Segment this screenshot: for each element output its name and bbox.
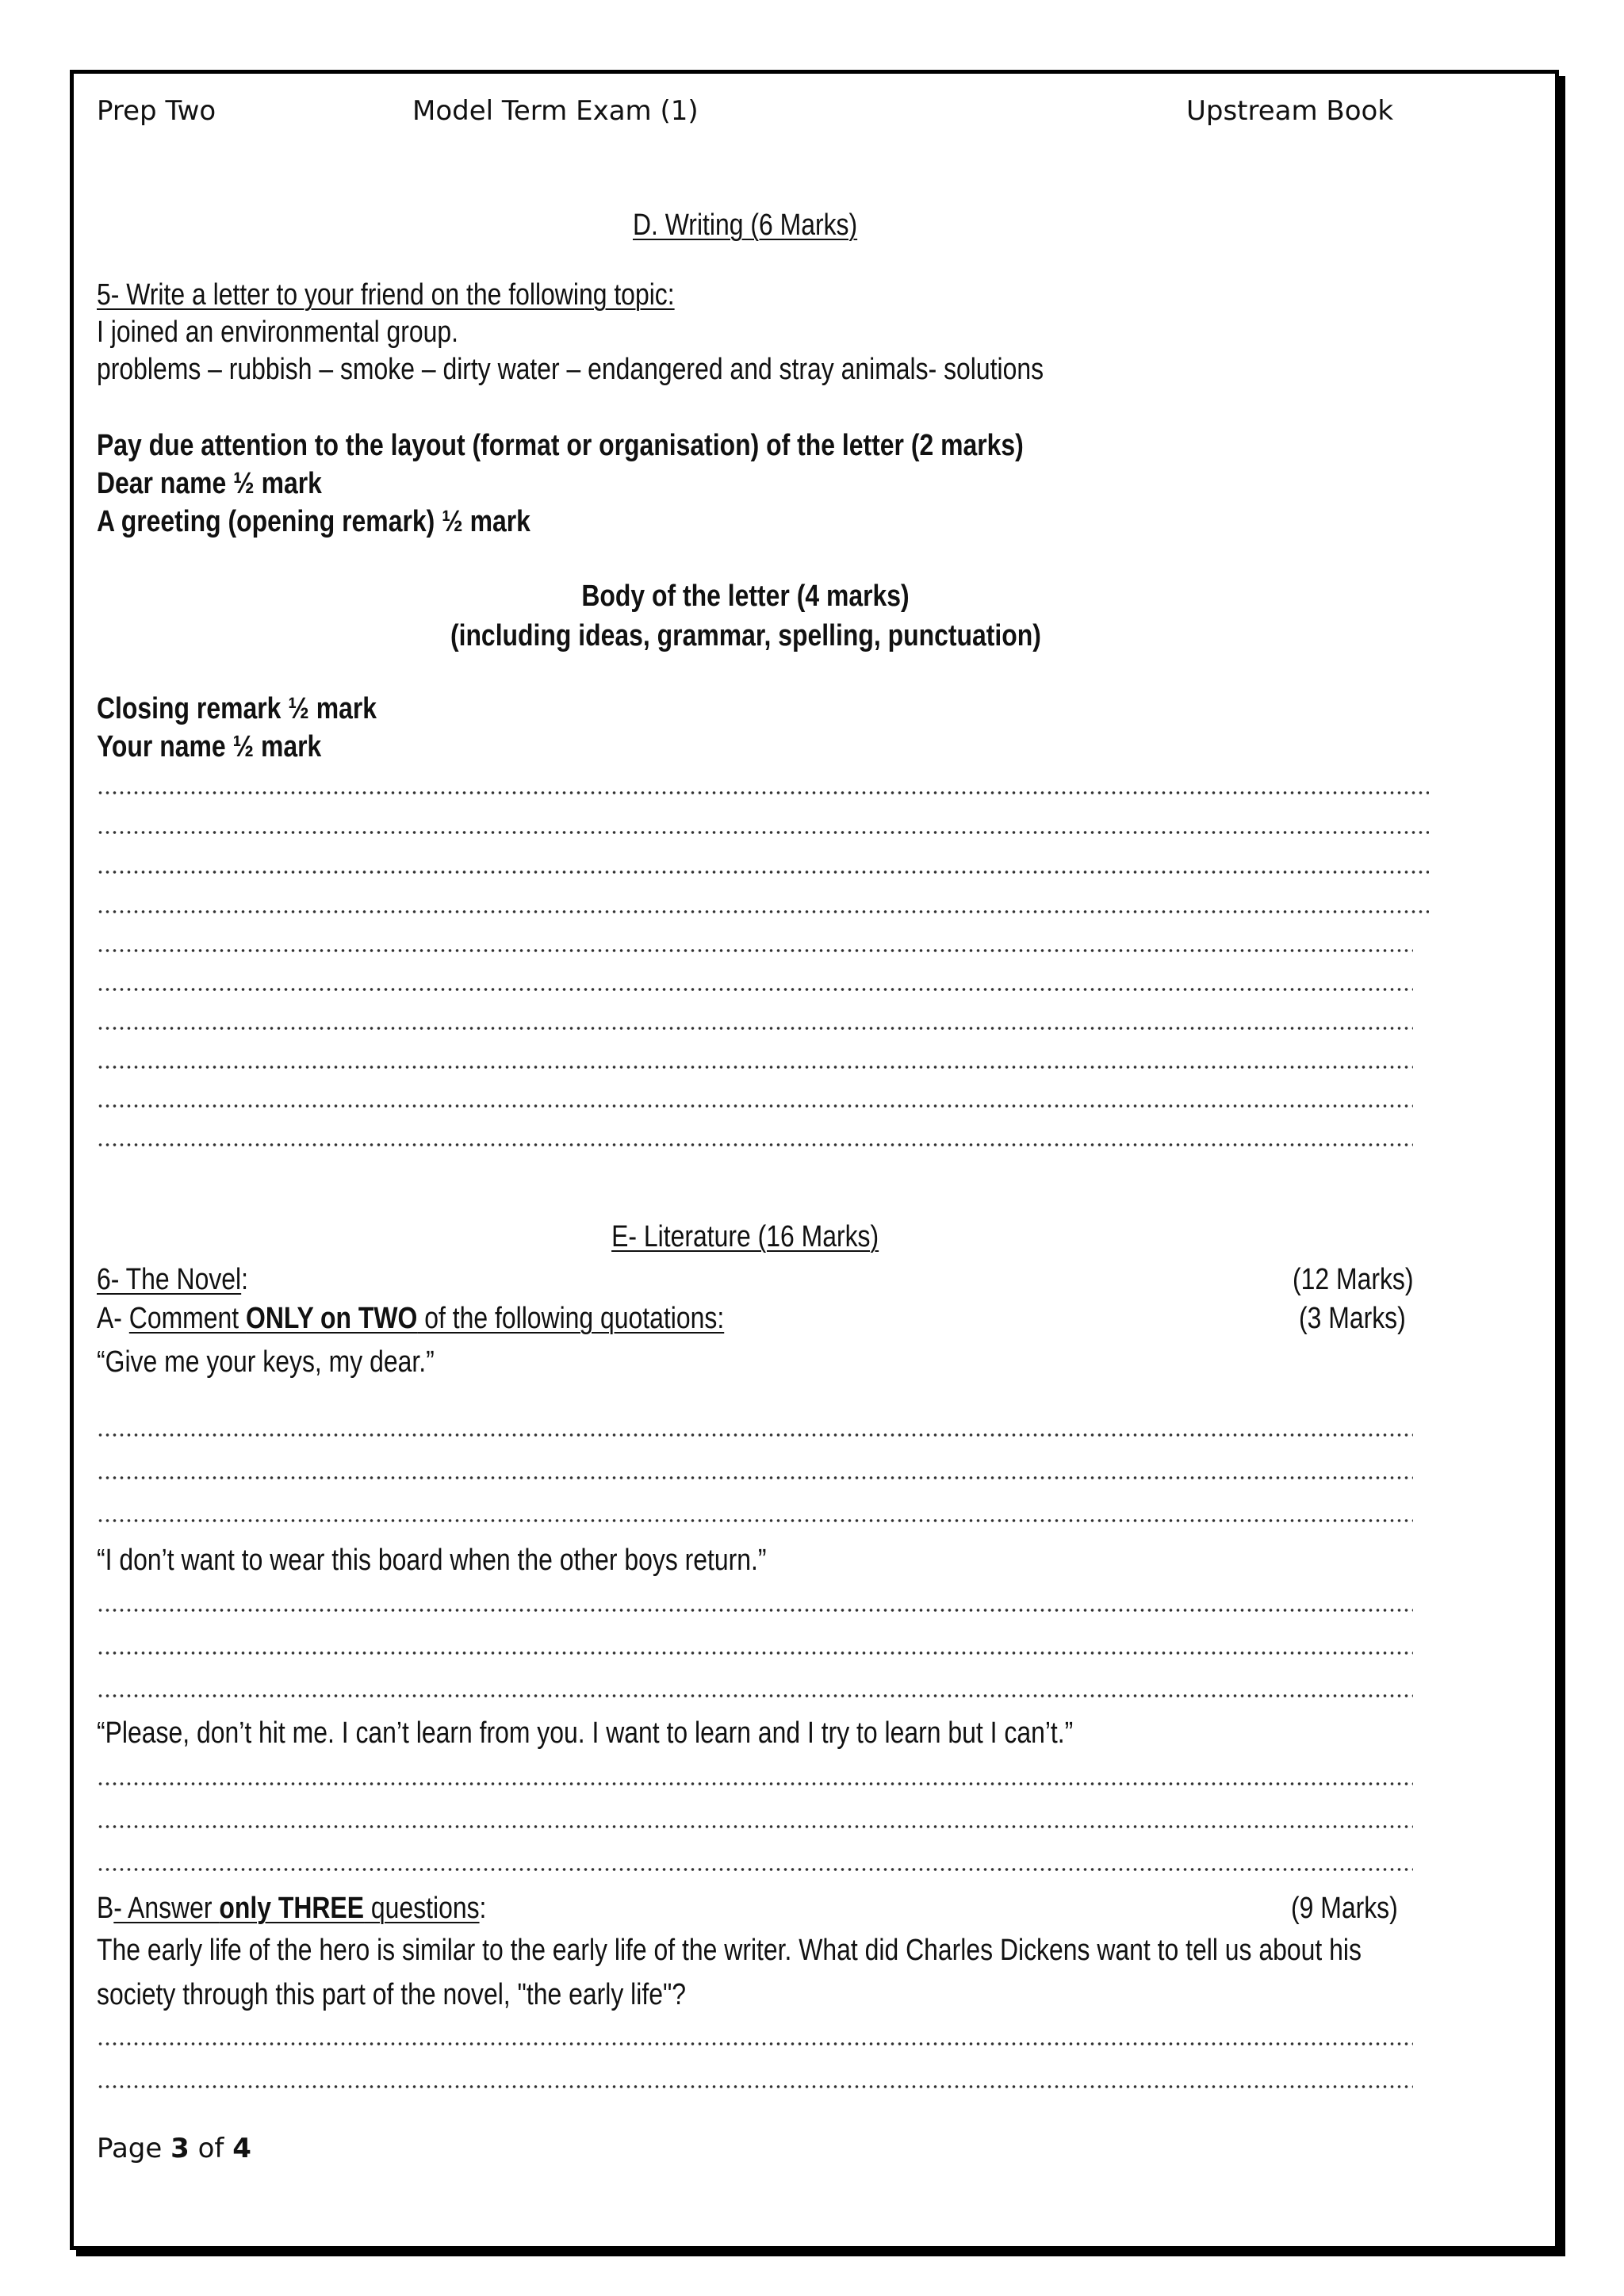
part-b-text-1: - Answer (113, 1892, 220, 1925)
part-a-prefix: A- (97, 1302, 129, 1335)
novel-marks: (12 Marks) (1293, 1263, 1414, 1296)
closing-note: Closing remark ½ mark (97, 692, 377, 725)
page-number (97, 2133, 251, 2164)
writing-title-text: D. Writing (6 Marks) (633, 209, 858, 242)
answer-line (97, 1026, 1413, 1031)
dear-name-note: Dear name ½ mark (97, 467, 322, 500)
answer-line (97, 1475, 1413, 1480)
quote-2: “I don’t want to wear this board when the other boys return.” (97, 1544, 767, 1577)
answer-line (97, 2042, 1413, 2046)
part-b-prefix: B (97, 1892, 114, 1925)
part-a-text-3: of the following quotations: (417, 1302, 725, 1335)
page-total: 4 (232, 2133, 251, 2164)
answer-line (97, 1065, 1413, 1070)
answer-line (97, 790, 1429, 795)
part-a-text-2: ONLY on TWO (246, 1302, 418, 1335)
header-book: Upstream Book (1186, 95, 1394, 127)
answer-line (97, 1433, 1413, 1437)
part-b-colon: : (479, 1892, 487, 1925)
layout-note: Pay due attention to the layout (format or organisation) of the letter (2 marks) (97, 429, 1024, 462)
part-b-text-2: only THREE (219, 1892, 365, 1925)
answer-line (97, 987, 1413, 992)
answer-line (97, 2084, 1413, 2089)
answer-line (97, 830, 1429, 835)
writing-title (0, 208, 1491, 243)
body-detail (0, 618, 1491, 653)
answer-line (97, 1693, 1413, 1698)
part-a-instruction (97, 1301, 724, 1336)
writing-question: 5- Write a letter to your friend on the following topic: (97, 278, 675, 312)
quote-1: “Give me your keys, my dear.” (97, 1345, 435, 1379)
literature-title-text: E- Literature (16 Marks) (611, 1220, 879, 1253)
part-b-text-3: questions (364, 1892, 480, 1925)
part-b-instruction (97, 1891, 486, 1926)
body-title (0, 579, 1491, 614)
page-word: Page (97, 2133, 171, 2164)
writing-hints: problems – rubbish – smoke – dirty water – endangered and stray animals- solutions (97, 353, 1044, 386)
your-name-note: Your name ½ mark (97, 730, 322, 763)
literature-title (0, 1219, 1491, 1254)
answer-line (97, 909, 1429, 914)
part-b-question-text: The early life of the hero is similar to the early life of the writer. What did Charles Dickens want to tell us about his society through this part of the novel, "the early life"? (97, 1934, 1362, 2011)
of-word: of (189, 2133, 233, 2164)
writing-topic: I joined an environmental group. (97, 316, 459, 349)
part-b-marks: (9 Marks) (1291, 1892, 1398, 1925)
answer-line (97, 948, 1413, 953)
header-level: Prep Two (97, 95, 216, 127)
answer-line (97, 1867, 1413, 1872)
answer-line (97, 870, 1429, 874)
page-current: 3 (170, 2133, 190, 2164)
novel-label: 6- The Novel (97, 1263, 242, 1296)
answer-line (97, 1608, 1413, 1613)
answer-line (97, 1781, 1413, 1786)
answer-line (97, 1518, 1413, 1523)
novel-colon: : (241, 1263, 249, 1296)
part-b-question (97, 1928, 1405, 2017)
body-title-text: Body of the letter (4 marks) (581, 580, 910, 613)
header-exam: Model Term Exam (1) (412, 95, 699, 127)
answer-line (97, 1104, 1413, 1108)
body-detail-text: (including ideas, grammar, spelling, punctuation) (450, 619, 1041, 652)
part-a-text-1: Comment (128, 1302, 247, 1335)
answer-line (97, 1824, 1413, 1829)
answer-line (97, 1651, 1413, 1655)
quote-3: “Please, don’t hit me. I can’t learn from you. I want to learn and I try to learn but I can’t.” (97, 1716, 1074, 1750)
part-a-marks: (3 Marks) (1299, 1302, 1406, 1335)
answer-line (97, 1142, 1413, 1147)
greeting-note: A greeting (opening remark) ½ mark (97, 505, 530, 538)
novel-heading (97, 1262, 248, 1297)
